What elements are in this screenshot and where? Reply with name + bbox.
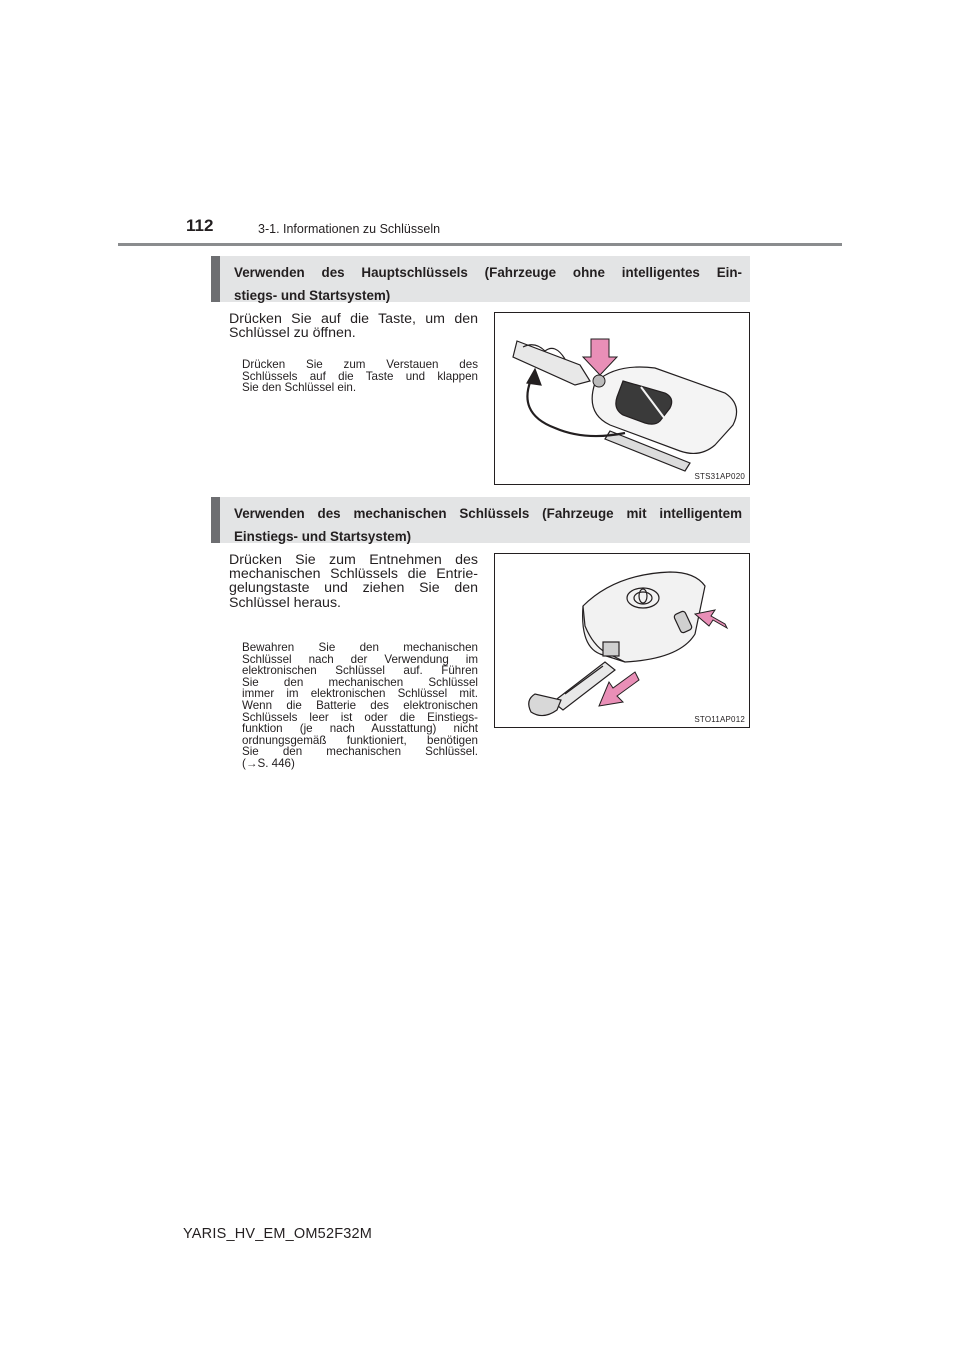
instruction-text bbox=[229, 548, 478, 611]
text-line: Sie den mechanischen Schlüssel. bbox=[242, 745, 478, 759]
header-rule bbox=[118, 243, 842, 246]
page-number: 112 bbox=[186, 216, 214, 235]
text-line: mechanischen Schlüssels die Entrie- bbox=[229, 566, 478, 583]
text-line: Wenn die Batterie des elektronischen bbox=[242, 698, 478, 712]
release-button bbox=[593, 375, 605, 387]
key-blade bbox=[513, 341, 590, 385]
text-line: elektronischen Schlüssel auf. Führen bbox=[242, 664, 478, 678]
heading-line: stiegs- und Startsystem) bbox=[234, 288, 391, 303]
figure-smart-key bbox=[494, 553, 750, 728]
text-line: Drücken Sie auf die Taste, um den bbox=[229, 311, 478, 327]
text-line: ordnungsgemäß funktioniert, benötigen bbox=[242, 733, 478, 747]
text-line: Drücken Sie zum Verstauen des bbox=[242, 358, 478, 371]
footer-doc-code: YARIS_HV_EM_OM52F32M bbox=[183, 1226, 373, 1242]
text-line: funktion (je nach Ausstattung) nicht bbox=[242, 722, 478, 736]
text-line: Drücken Sie zum Entnehmen des bbox=[229, 552, 478, 568]
figure-code: STS31AP020 bbox=[694, 472, 745, 481]
text-line: Sie den Schlüssel ein. bbox=[242, 381, 357, 395]
heading-main-key bbox=[211, 256, 750, 302]
text-line: Schlüssel heraus. bbox=[229, 594, 341, 611]
heading-line: Verwenden des mechanischen Schlüssels (Fahrzeuge mit intelligentem bbox=[234, 506, 742, 521]
text-line: Schlüssel zu öffnen. bbox=[229, 325, 356, 342]
note-text bbox=[242, 638, 478, 770]
text-line: gelungstaste und ziehen Sie den bbox=[229, 580, 478, 597]
press-arrow-icon bbox=[695, 610, 727, 628]
text-line: Schlüssel nach der Verwendung im bbox=[242, 652, 478, 666]
text-line: immer im elektronischen Schlüssel mit. bbox=[242, 687, 478, 701]
text-line: Bewahren Sie den mechanischen bbox=[242, 641, 478, 654]
text-line: Schlüssels auf die Taste und klappen bbox=[242, 369, 478, 383]
figure-folding-key bbox=[494, 312, 750, 485]
folding-key-illustration bbox=[495, 313, 749, 484]
text-line: (→S. 446) bbox=[242, 756, 295, 770]
heading-line: Verwenden des Hauptschlüssels (Fahrzeuge ohne intelligentes Ein- bbox=[234, 265, 742, 280]
section-title: 3-1. Informationen zu Schlüsseln bbox=[258, 222, 441, 236]
text-line: Schlüssels leer ist oder die Einstiegs- bbox=[242, 710, 478, 724]
note-text bbox=[242, 355, 478, 395]
text-line: Sie den mechanischen Schlüssel bbox=[242, 675, 478, 689]
smart-key-illustration bbox=[495, 554, 749, 727]
figure-code: STO11AP012 bbox=[694, 715, 745, 724]
press-arrow-icon bbox=[583, 339, 617, 375]
instruction-text bbox=[229, 307, 478, 342]
heading-mechanical-key bbox=[211, 497, 750, 543]
heading-line: Einstiegs- und Startsystem) bbox=[234, 529, 412, 544]
